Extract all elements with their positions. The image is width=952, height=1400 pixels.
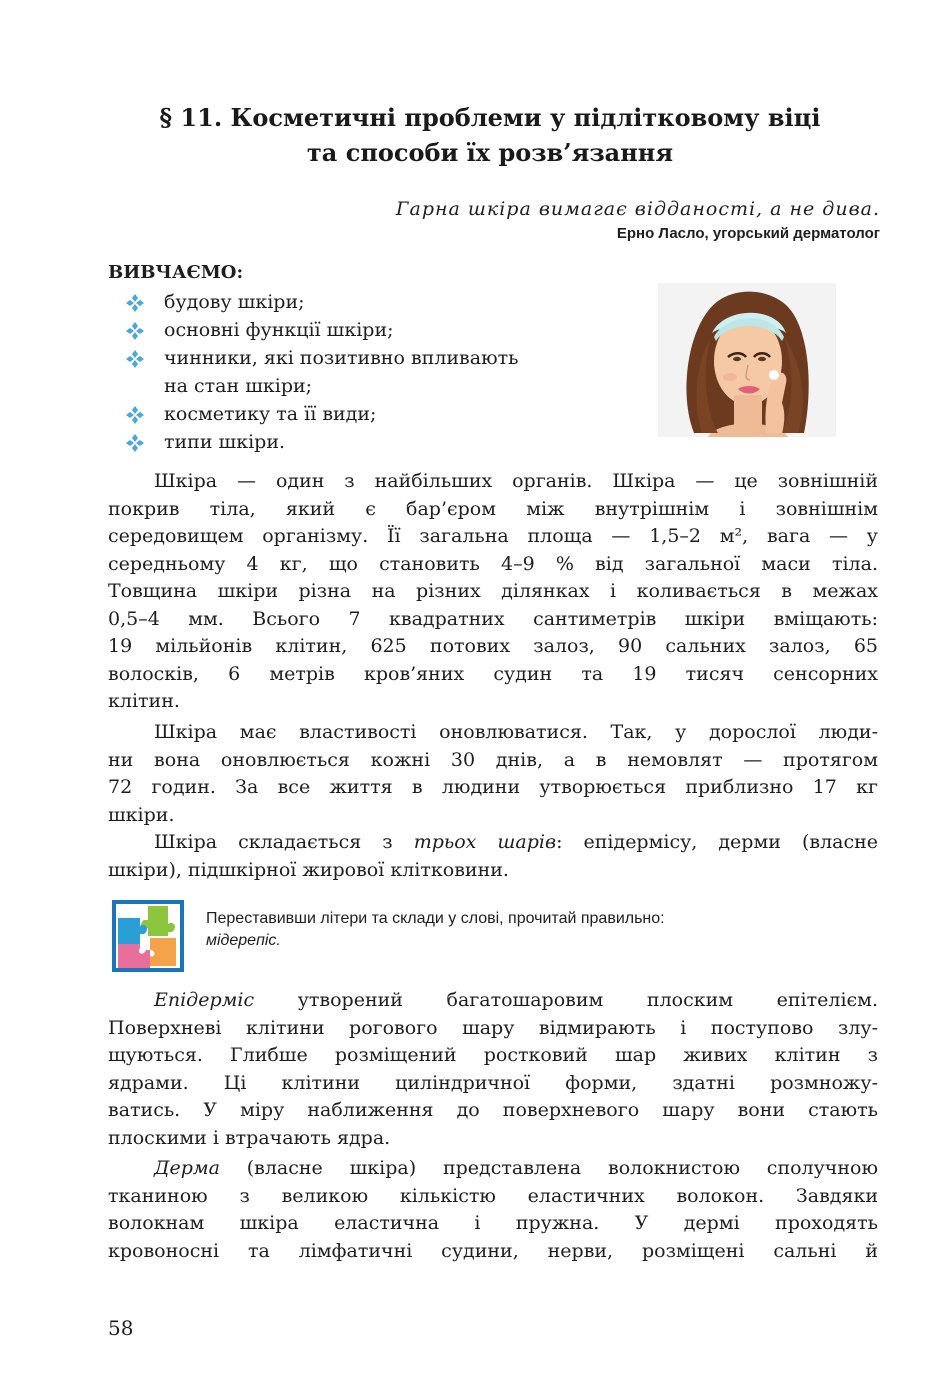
- text-line: волосків, 6 метрів кров’яних судин та 19 тисяч сенсорних: [108, 662, 878, 685]
- list-item-text: косметику та її види;: [164, 403, 377, 425]
- text-line: клітин.: [108, 690, 180, 712]
- diamond-bullet-icon: [126, 322, 144, 340]
- list-item: [124, 288, 624, 316]
- list-item: [124, 316, 624, 344]
- text-line: Шкіра має властивості оновлюватися. Так, у дорослої люди-: [154, 721, 878, 743]
- text-line: середньому 4 кг, що становить 4–9 % від загальної маси тіла.: [108, 552, 878, 575]
- woman-skincare-illustration: [658, 283, 836, 437]
- text-line: середовищем організму. Її загальна площа — 1,5–2 м², вага — у: [108, 525, 878, 547]
- emphasis-three-layers: трьох шарів: [413, 831, 557, 853]
- study-heading: ВИВЧАЄМО:: [108, 262, 244, 283]
- text-run: : епідермісу, дерми (власне: [556, 831, 879, 853]
- epigraph-quote: Гарна шкіра вимагає відданості, а не дива.: [395, 198, 880, 220]
- text-run: (власне шкіра) представлена волокнистою сполучною: [219, 1157, 878, 1179]
- list-item-text-cont: на стан шкіри;: [164, 375, 313, 397]
- paragraph-skin-renewal: [108, 719, 878, 829]
- task-word: мідерепіс.: [206, 932, 281, 949]
- text-line: [108, 987, 878, 1015]
- study-list: [124, 288, 624, 456]
- list-item: [124, 400, 624, 428]
- text-line: ни вона оновлюється кожні 30 днів, а в немовлят — протягом: [108, 748, 878, 771]
- paragraph-skin-overview: [108, 468, 878, 716]
- list-item: [124, 428, 624, 456]
- text-line: Товщина шкіри різна на різних ділянках і коливається в межах: [108, 580, 878, 602]
- paragraph-skin-layers: [108, 829, 878, 884]
- text-line: ядрами. Ці клітини циліндричної форми, здатні розмножу-: [108, 1071, 878, 1094]
- diamond-bullet-icon: [126, 350, 144, 368]
- text-line: [108, 829, 878, 857]
- page-number: 58: [108, 1316, 134, 1340]
- text-line: щуються. Глибше розміщений ростковий шар живих клітин з: [108, 1044, 878, 1066]
- text-line: тканиною з великою кількістю еластичних волокон. Завдяки: [108, 1184, 878, 1207]
- text-line: 0,5–4 мм. Всього 7 квадратних сантиметрів шкіри вміщають:: [108, 607, 878, 630]
- epigraph-author: Ерно Ласло, угорський дерматолог: [616, 225, 880, 242]
- emphasis-dermis: Дерма: [154, 1157, 220, 1179]
- section-title: [100, 100, 880, 170]
- task-instruction: Переставивши літери та склади у слові, прочитай правильно:: [206, 910, 665, 927]
- text-line: шкіри), підшкірної жирової клітковини.: [108, 858, 509, 881]
- diamond-bullet-icon: [126, 406, 144, 424]
- text-line: Поверхневі клітини рогового шару відмирають і поступово злу-: [108, 1016, 878, 1039]
- text-line: волокнам шкіра еластична і пружна. У дермі проходять: [108, 1212, 878, 1234]
- paragraph-dermis: [108, 1155, 878, 1265]
- list-item-text: чинники, які позитивно впливають: [164, 347, 519, 369]
- puzzle-icon: [110, 898, 186, 974]
- section-title-line2: та способи їх розв’язання: [306, 138, 674, 167]
- paragraph-epidermis: [108, 987, 878, 1152]
- list-item-text: основні функції шкіри;: [164, 319, 394, 341]
- list-item-text: будову шкіри;: [164, 291, 305, 313]
- text-line: покрив тіла, який є бар’єром між внутрішнім і зовнішнім: [108, 497, 878, 520]
- text-line: плоскими і втрачають ядра.: [108, 1126, 391, 1149]
- list-item: [124, 344, 624, 400]
- text-line: шкіри.: [108, 803, 175, 826]
- text-line: [108, 1155, 878, 1183]
- text-line: ватись. У міру наближення до поверхневого шару вони стають: [108, 1099, 878, 1121]
- text-line: кровоносні та лімфатичні судини, нерви, розміщені сальні й: [108, 1239, 878, 1262]
- text-line: Шкіра — один з найбільших органів. Шкіра — це зовнішній: [154, 470, 878, 492]
- diamond-bullet-icon: [126, 294, 144, 312]
- task-box: [206, 908, 665, 952]
- text-line: 72 годин. За все життя в людини утворюється приблизно 17 кг: [108, 776, 878, 798]
- text-line: 19 мільйонів клітин, 625 потових залоз, 90 сальних залоз, 65: [108, 635, 878, 657]
- text-run: утворений багатошаровим плоским епітелієм.: [254, 989, 878, 1011]
- section-title-line1: § 11. Косметичні проблеми у підлітковому віці: [159, 103, 821, 132]
- list-item-text: типи шкіри.: [164, 431, 286, 453]
- text-run: Шкіра складається з: [154, 831, 414, 853]
- emphasis-epidermis: Епідерміс: [154, 989, 255, 1011]
- diamond-bullet-icon: [126, 434, 144, 452]
